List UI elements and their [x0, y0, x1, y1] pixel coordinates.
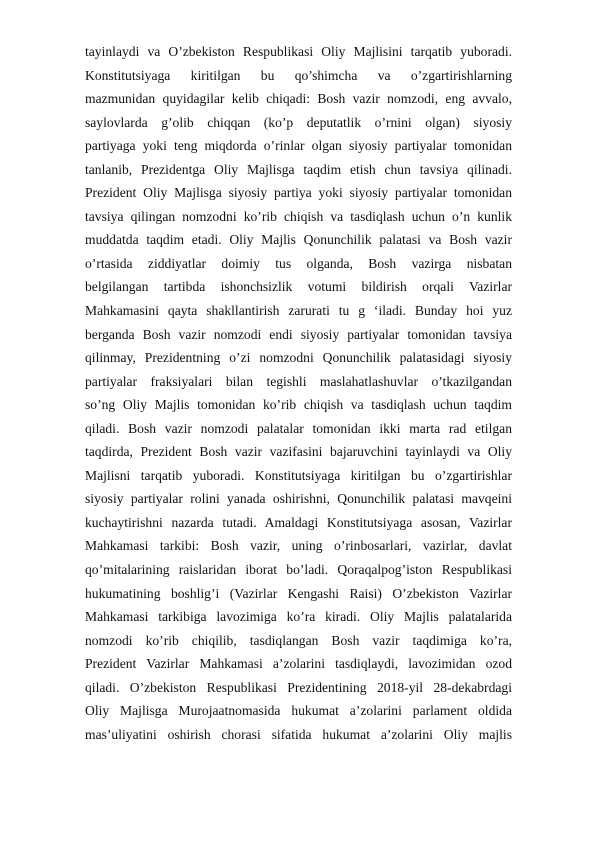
text-line: Mahkamasi tarkibi: Bosh vazir, uning o’rinbosarlari, vazirlar, davlat: [85, 538, 512, 554]
text-line: qo’mitalarining raislaridan iborat bo’ladi. Qoraqalpog’iston Respublikasi: [85, 562, 512, 578]
text-line: kuchaytirishni nazarda tutadi. Amaldagi Konstitutsiyaga asosan, Vazirlar: [85, 514, 512, 530]
text-line: o’rtasida ziddiyatlar doimiy tus olganda, Bosh vazirga nisbatan: [85, 255, 512, 271]
text-line: tavsiya qilingan nomzodni ko’rib chiqish va tasdiqlash uchun o’n kunlik: [85, 208, 512, 224]
text-line: mazmunidan quyidagilar kelib chiqadi: Bosh vazir nomzodi, eng avvalo,: [85, 91, 512, 107]
text-line: hukumatining boshlig’i (Vazirlar Kengashi Raisi) O’zbekiston Vazirlar: [85, 585, 512, 601]
text-line: qilinmay, Prezidentning o’zi nomzodni Qonunchilik palatasidagi siyosiy: [85, 350, 512, 366]
body-text: [85, 40, 512, 746]
text-line: siyosiy partiyalar rolini yanada oshirishni, Qonunchilik palatasi mavqeini: [85, 491, 512, 507]
text-line: Mahkamasi tarkibiga lavozimiga ko’ra kiradi. Oliy Majlis palatalarida: [85, 609, 512, 625]
text-line: mas’uliyatini oshirish chorasi sifatida hukumat a’zolarini Oliy majlis: [85, 726, 512, 742]
text-line: Mahkamasini qayta shakllantirish zarurati tu g ‘iladi. Bunday hoi yuz: [85, 303, 512, 319]
text-line: Majlisni tarqatib yuboradi. Konstitutsiyaga kiritilgan bu o’zgartirishlar: [85, 467, 512, 483]
text-line: Prezident Vazirlar Mahkamasi a’zolarini tasdiqlaydi, lavozimidan ozod: [85, 656, 512, 672]
text-line: partiyalar fraksiyalari bilan tegishli maslahatlashuvlar o’tkazilgandan: [85, 373, 512, 389]
text-line: tanlanib, Prezidentga Oliy Majlisga taqdim etish chun tavsiya qilinadi.: [85, 161, 512, 177]
text-line: qiladi. Bosh vazir nomzodi palatalar tomonidan ikki marta rad etilgan: [85, 420, 512, 436]
text-line: Prezident Oliy Majlisga siyosiy partiya yoki siyosiy partiyalar tomonidan: [85, 185, 512, 201]
text-line: Konstitutsiyaga kiritilgan bu qo’shimcha va o’zgartirishlarning: [85, 67, 512, 83]
text-line: muddatda taqdim etadi. Oliy Majlis Qonunchilik palatasi va Bosh vazir: [85, 232, 512, 248]
text-line: Oliy Majlisga Murojaatnomasida hukumat a’zolarini parlament oldida: [85, 703, 512, 719]
text-line: taqdirda, Prezident Bosh vazir vazifasini bajaruvchini tayinlaydi va Oliy: [85, 444, 512, 460]
text-line: partiyaga yoki teng miqdorda o’rinlar olgan siyosiy partiyalar tomonidan: [85, 138, 512, 154]
text-line: saylovlarda g’olib chiqqan (ko’p deputatlik o’rnini olgan) siyosiy: [85, 114, 512, 130]
text-line: qiladi. O’zbekiston Respublikasi Prezidentining 2018-yil 28-dekabrdagi: [85, 679, 512, 695]
text-line: nomzodi ko’rib chiqilib, tasdiqlangan Bosh vazir taqdimiga ko’ra,: [85, 632, 512, 648]
text-line: berganda Bosh vazir nomzodi endi siyosiy partiyalar tomonidan tavsiya: [85, 326, 512, 342]
text-line: tayinlaydi va O’zbekiston Respublikasi Oliy Majlisini tarqatib yuboradi.: [85, 44, 512, 59]
text-line: so’ng Oliy Majlis tomonidan ko’rib chiqish va tasdiqlash uchun taqdim: [85, 397, 512, 413]
text-line: belgilangan tartibda ishonchsizlik votumi bildirish orqali Vazirlar: [85, 279, 512, 295]
